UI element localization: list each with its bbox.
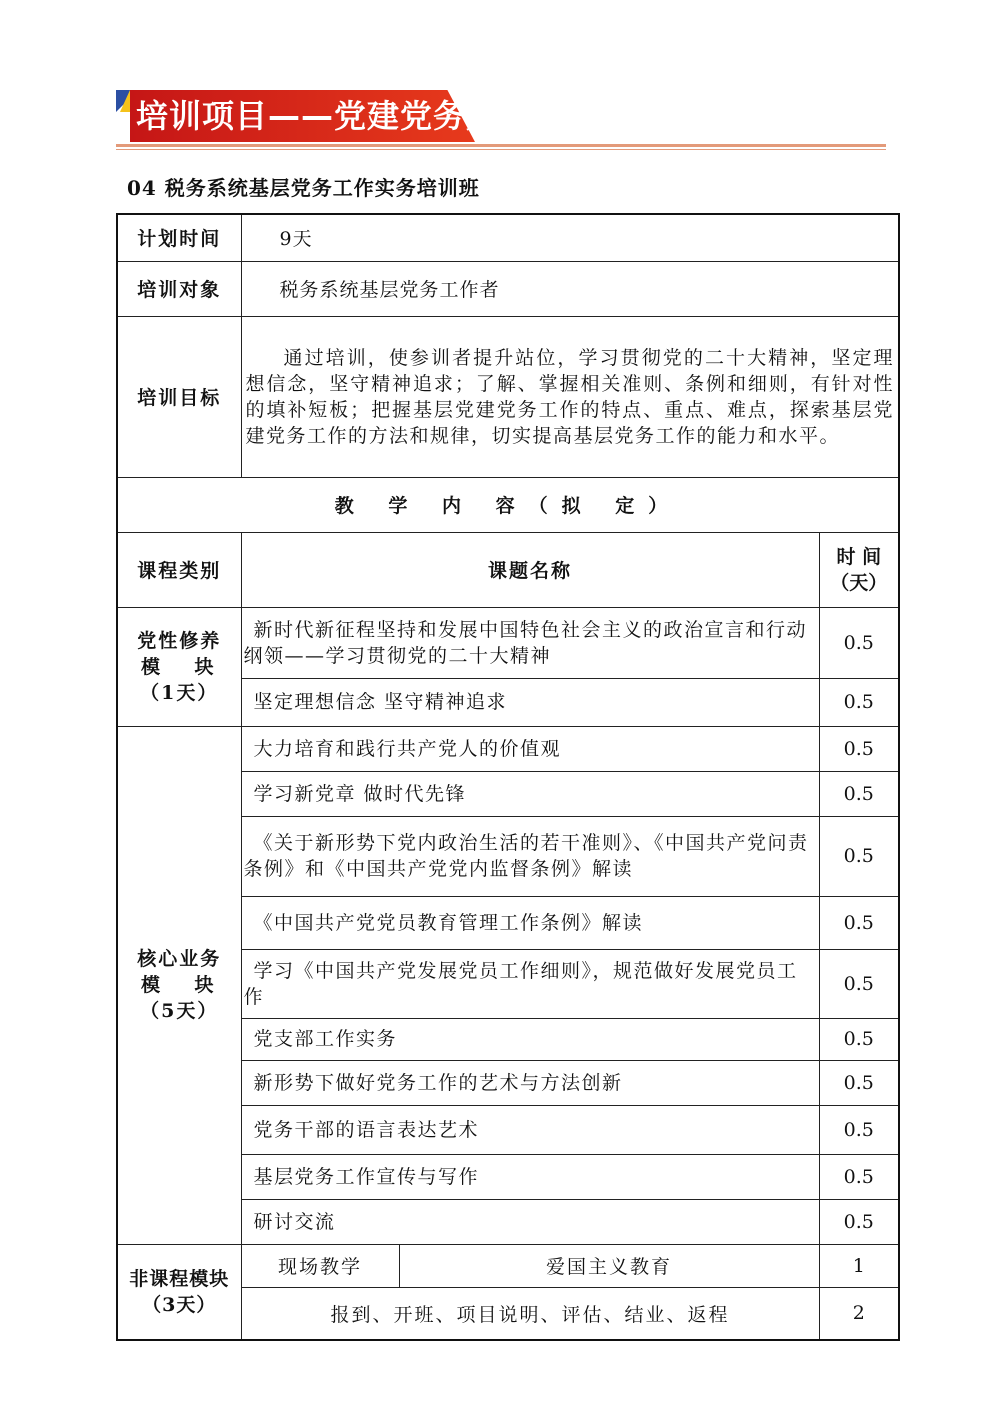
course-days: 0.5: [819, 1154, 899, 1199]
course-title: 坚定理想信念 坚守精神追求: [241, 678, 819, 726]
col-days-line2: （天）: [830, 571, 888, 594]
content-title: 教 学 内 容（拟 定）: [117, 477, 899, 532]
course-title: 《关于新形势下党内政治生活的若干准则》、《中国共产党问责条例》和《中国共产党党内监督条例》解读: [241, 816, 819, 896]
site-teaching-topic: 爱国主义教育: [399, 1244, 819, 1287]
plan-time-row: [117, 214, 899, 261]
program-heading: 04 税务系统基层党务工作实务培训班: [127, 176, 480, 200]
column-header-row: [117, 532, 899, 607]
module-sub: 模 块: [140, 655, 228, 678]
course-days: 0.5: [819, 1199, 899, 1244]
course-days: 0.5: [819, 816, 899, 896]
banner-corner-yellow: [120, 90, 130, 112]
site-teaching-days: 1: [819, 1244, 899, 1287]
module-days: （3天）: [142, 1293, 217, 1316]
col-days: [819, 532, 899, 607]
module-name: 非课程模块: [129, 1267, 230, 1290]
course-title: 学习《中国共产党发展党员工作细则》，规范做好发展党员工作: [241, 949, 819, 1018]
goal-row: [117, 316, 899, 477]
table-row: [117, 726, 899, 771]
course-days: 0.5: [819, 771, 899, 816]
admin-days: 2: [819, 1287, 899, 1340]
banner-rule-thin: [116, 149, 886, 150]
audience-label: 培训对象: [117, 261, 241, 316]
course-title: 大力培育和践行共产党人的价值观: [241, 726, 819, 771]
course-days: 0.5: [819, 896, 899, 949]
banner-title: 培训项目——党建党务类: [136, 97, 500, 135]
module-party-spirit: [117, 607, 241, 726]
program-table: [116, 213, 900, 1341]
table-row: [117, 607, 899, 678]
goal-value: 通过培训，使参训者提升站位，学习贯彻党的二十大精神，坚定理想信念，坚守精神追求；了解、掌握相关准则、条例和细则，有针对性的填补短板；把握基层党建党务工作的特点、重点、难点，探索基层党建党务工作的方法和规律，切实提高基层党务工作的能力和水平。: [241, 316, 899, 477]
course-days: 0.5: [819, 607, 899, 678]
course-title: 研讨交流: [241, 1199, 819, 1244]
course-title: 《中国共产党党员教育管理工作条例》解读: [241, 896, 819, 949]
col-category: 课程类别: [117, 532, 241, 607]
plan-time-label: 计划时间: [117, 214, 241, 261]
col-days-line1: 时 间: [836, 545, 882, 568]
course-title: 学习新党章 做时代先锋: [241, 771, 819, 816]
banner-rule: [116, 144, 886, 147]
module-non-course: [117, 1244, 241, 1340]
course-title: 新时代新征程坚持和发展中国特色社会主义的政治宣言和行动纲领——学习贯彻党的二十大精神: [241, 607, 819, 678]
course-title: 党务干部的语言表达艺术: [241, 1105, 819, 1154]
course-days: 0.5: [819, 726, 899, 771]
course-days: 0.5: [819, 678, 899, 726]
course-title: 基层党务工作宣传与写作: [241, 1154, 819, 1199]
col-topic: 课题名称: [241, 532, 819, 607]
site-teaching-label: 现场教学: [241, 1244, 399, 1287]
course-days: 0.5: [819, 1060, 899, 1105]
audience-value: 税务系统基层党务工作者: [241, 261, 899, 316]
table-row: [117, 1244, 899, 1287]
goal-label: 培训目标: [117, 316, 241, 477]
module-core-business: [117, 726, 241, 1244]
module-sub: 模 块: [140, 974, 228, 996]
module-name: 核心业务: [137, 948, 222, 970]
content-title-row: [117, 477, 899, 532]
module-days: （1天）: [140, 681, 219, 704]
course-title: 党支部工作实务: [241, 1018, 819, 1060]
section-banner: [116, 90, 886, 154]
course-days: 0.5: [819, 949, 899, 1018]
module-days: （5天）: [140, 1000, 219, 1022]
module-name: 党性修养: [137, 629, 222, 652]
plan-time-value: 9天: [241, 214, 899, 261]
audience-row: [117, 261, 899, 316]
course-days: 0.5: [819, 1105, 899, 1154]
course-days: 0.5: [819, 1018, 899, 1060]
course-title: 新形势下做好党务工作的艺术与方法创新: [241, 1060, 819, 1105]
admin-topic: 报到、开班、项目说明、评估、结业、返程: [241, 1287, 819, 1340]
